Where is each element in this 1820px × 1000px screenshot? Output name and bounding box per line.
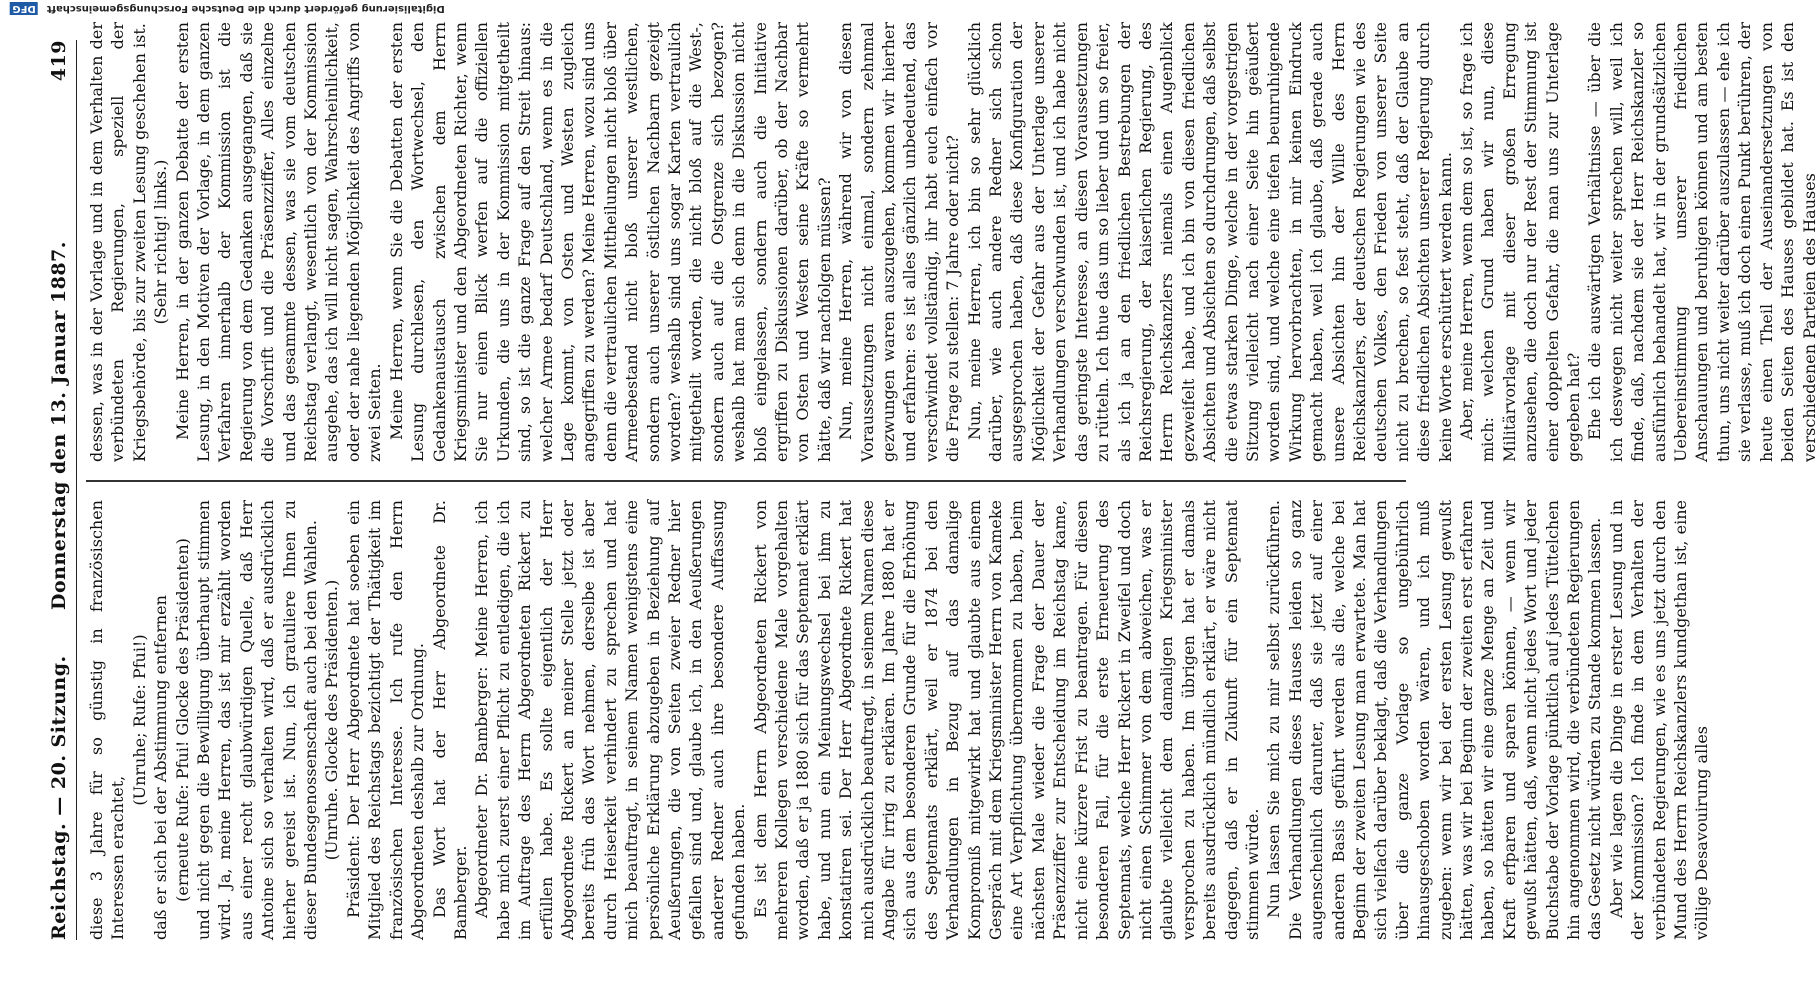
interjection: (Unruhe; Rufe: Pfui!) (129, 634, 149, 806)
paragraph: daß er sich bei der Abstimmung entfernen (151, 595, 171, 940)
header-session-title: Reichstag. — 20. Sitzung. (48, 655, 70, 940)
interjection: (Sehr richtig! links.) (151, 159, 171, 325)
credit-text: Digitalisierung gefördert durch die Deutsche Forschungsgemeinschaft (46, 3, 445, 14)
paragraph: Nun, meine Herren, ich bin so sehr glücklich darüber, wie auch andere Redner sich schon ausgesprochen haben, daß diese Konfiguration der Möglichkeit der Gefahr aus der Unterlage unserer Verhandlungen verschwunden ist, und ich habe nicht das geringste Interesse, an diesen Voraussetzungen zu rütteln. Ich thue das um so lieber und um so freier, als ich ja an den friedlichen Bestrebungen der Reichsregierung, der kaiserlichen Regierung, des Herrn Reichskanzlers niemals einen Augenblick gezweifelt habe, und ich bin von diesen friedlichen Absichten und Absichten so durchdrungen, daß selbst die etwas starken Dinge, welche in der vorgestrigen Sitzung vielleicht nach einer Seite hin geäußert worden sind, und welche eine tiefen beunruhigende Wirkung hervorbrachten, in mir keinen Eindruck gemacht haben, weil ich glaube, daß gerade auch unsere Absichten hin der Wille des Herrn Reichskanzlers, der deutschen Regierungen wie des deutschen Volkes, den Frieden von unserer Seite nicht zu brechen, so fest steht, daß der Glaube an diese friedlichen Absichten unserer Regierung durch keine Worte erschüttert werden kann. (964, 22, 1455, 462)
page-header (38, 40, 77, 940)
paragraph: Nun, meine Herren, während wir von diesen Voraussetzungen nicht einmal, sondern zehnmal gezwungen waren auszugehen, kommen wir hierher und erfahren: es ist alles gänzlich unbedeutend, das verschwindet vollständig, ihr habt euch einfach vor die Frage zu stellen: 7 Jahre oder nicht? (836, 22, 963, 462)
paragraph: und nicht gegen die Bewilligung überhaupt stimmen wird. Ja, meine Herren, das ist mir erzählt worden aus einer recht glaubwürdigen Quelle, daß Herr Antoine sich so verhalten wird, daß er ausdrücklich hierher gereist ist. Nun, ich gratuliere Ihnen zu dieser Bundesgenossenschaft auch bei den Wahlen. (194, 500, 321, 940)
digitization-credit (10, 2, 445, 15)
paragraph: Meine Herren, in der ganzen Debatte der ersten Lesung, in den Motiven der Vorlage, in dem ganzen Verfahren innerhalb der Kommission ist die Regierung von dem Gedanken ausgegangen, daß sie die Vorschrift und die Präsenzziffer, Alles einzelne und das gesammte dessen, was sie vom deutschen Reichstag verlangt, wesentlich von der Kommission ausgehe, das ich will nicht sagen, Wahrscheinlichkeit, oder der nahe liegenden Möglichkeit des Angriffs von zwei Seiten. (172, 22, 385, 462)
paragraph: Nun lassen Sie mich zu mir selbst zurückführen. Die Verhandlungen dieses Hauses leiden so ganz augenscheinlich darunter, daß sie jetzt auf einer anderen Basis geführt werden als die, welche bei Beginn der zweiten Lesung man erwartete. Man hat sich vielfach darüber beklagt, daß die Verhandlungen über die ganze Vorlage so ungebührlich hinausgeschoben worden wären, und ich muß zugeben: wenn wir bei der ersten Lesung gewußt hätten, was wir bei Beginn der zweiten erst erfahren haben, so hätten wir eine ganze Menge an Zeit und Kraft erfparen und sparen können, — wenn wir gewußt hätten, daß, wenn nicht jedes Wort und jeder Buchstabe der Vorlage pünktlich auf jedes Tüttelchen hin angenommen wird, die verbündeten Regierungen das Gesetz nicht würden zu Stande kommen lassen. (1264, 500, 1605, 940)
dfg-logo: DFG (12, 3, 36, 14)
left-text-column (86, 500, 1712, 940)
paragraph: Es ist dem Herrn Abgeordneten Rickert von mehreren Kollegen verschiedene Male vorgehalten worden, daß er ja 1880 sich für das Septennat erklärt habe, und nun ein Meinungswechsel bei ihm zu konstatiren sei. Der Herr Abgeordnete Rickert hat mich ausdrücklich beauftragt, in seinem Namen diese Angabe für irrig zu erklären. Im Jahre 1880 hat er sich aus dem besonderen Grunde für die Erhöhung des Septennats erklärt, weil er 1874 bei den Verhandlungen in Bezug auf das damalige Kompromiß mitgewirkt hat und glaubte aus einem Gespräch mit dem Kriegsminister Herrn von Kameke eine Art Verpflichtung übernommen zu haben, beim nächsten Male wieder die Frage der Dauer der Präsenzziffer zur Entscheidung im Reichstag kame, nicht eine kürzere Frist zu beantragen. Für diesen besonderen Fall, für die erste Erneuerung des Septennats, welche Herr Rickert in Zweifel und doch nicht einen Schimmer von dem abweichen, was er glaubte vielleicht dem damaligen Kriegsminister versprochen zu haben. Im übrigen hat er damals bereits ausdrücklich mündlich erklärt, er wäre nicht dagegen, daß er in Zukunft für ein Septennat stimmen würde. (750, 500, 1262, 940)
paragraph: Aber wie lagen die Dinge in erster Lesung und in der Kommission? Ich finde in dem Verhalten der verbündeten Regierungen, wie es uns jetzt durch den Mund des Herrn Reichskanzlers kundgethan ist, eine völlige Desavouirung alles (1606, 500, 1712, 940)
interjection: (erneute Rufe: Pfui! Glocke des Präsidenten) (172, 538, 192, 902)
right-text-column (86, 22, 1819, 462)
paragraph: Meine Herren, wenn Sie die Debatten der ersten Lesung durchlesen, den Wortwechsel, den Gedankenaustausch zwischen dem Herrn Kriegsminister und den Abgeordneten Richter, wenn Sie nur einen Blick werfen auf die offiziellen Urkunden, die uns in der Kommission mitgetheilt sind, so ist die ganze Frage auf den Streit hinaus: welcher Armee bedarf Deutschland, wenn es in die Lage kommt, von Osten und Westen zugleich angegriffen zu werden? Meine Herren, wozu sind uns denn die vertraulichen Mittheilungen nicht bloß über Armeebestand nicht bloß unserer westlichen, sondern auch unserer östlichen Nachbarn gezeigt worden? weshalb sind uns sogar Karten vertraulich mitgetheilt worden, die nicht bloß auf die West-, sondern auch auf die Ostgrenze sich bezogen? weshalb hat man sich denn in die Diskussion nicht bloß eingelassen, sondern auch die Initiative ergriffen zu Diskussionen darüber, ob der Nachbar von Osten und Westen seine Kräfte so vermehrt hätte, daß wir nachfolgen müssen? (386, 22, 834, 462)
paragraph: diese 3 Jahre für so günstig in französischen Interessen erachtet, (87, 500, 128, 940)
paragraph: dessen, was in der Vorlage und in dem Verhalten der verbündeten Regierungen, speziell der Kriegsbehörde, bis zur zweiten Lesung geschehen ist. (87, 22, 149, 462)
column-divider (86, 481, 1406, 483)
header-date: Donnerstag den 13. Januar 1887. (48, 241, 70, 610)
page-number: 419 (48, 40, 70, 82)
paragraph: Abgeordneter Dr. Bamberger: Meine Herren, ich habe mich zuerst einer Pflicht zu entledigen, die ich im Auftrage des Herrn Abgeordneten Rickert zu erfüllen habe. Es sollte eigentlich der Herr Abgeordnete Rickert an meiner Stelle jetzt oder bereits früh das Wort nehmen, derselbe ist aber durch Heiserkeit verhindert zu sprechen und hat mich beauftragt, in seinem Namen wenigstens eine persönliche Erklärung abzugeben in Beziehung auf Aeußerungen, die von Seiten zweier Redner hier gefallen sind und, glaube ich, in den Aeußerungen anderer Redner auch ihre besondere Auffassung gefunden haben. (472, 500, 749, 940)
paragraph: Das Wort hat der Herr Abgeordnete Dr. Bamberger. (429, 500, 470, 940)
paragraph: Aber, meine Herren, wenn dem so ist, so frage ich mich: welchen Grund haben wir nun, diese Militärvorlage mit dieser großen Erregung anzusehen, die doch nur der Rest der Stimmung ist einer doppelten Gefahr, die man uns zur Unterlage gegeben hat? (1457, 22, 1584, 462)
paragraph: Ehe ich die auswärtigen Verhältnisse — über die ich deswegen nicht weiter sprechen will, weil ich finde, daß, nachdem sie der Herr Reichskanzler so ausführlich behandelt hat, wir in der grundsätzlichen Uebereinstimmung unserer friedlichen Anschauungen und beruhigen können und am besten thun, uns nicht weiter darüber auszulassen — ehe ich sie verlasse, muß ich doch einen Punkt berühren, der heute einen Theil der Auseinandersetzungen von beiden Seiten des Hauses gebildet hat. Es ist den verschiedenen Parteien des Hauses (1585, 22, 1819, 462)
paragraph: Präsident: Der Herr Abgeordnete hat soeben ein Mitglied des Reichstags bezichtigt der Thätigkeit im französischen Interesse. Ich rufe den Herrn Abgeordneten deshalb zur Ordnung. (343, 500, 428, 940)
interjection: (Unruhe. Glocke des Präsidenten.) (322, 579, 342, 861)
